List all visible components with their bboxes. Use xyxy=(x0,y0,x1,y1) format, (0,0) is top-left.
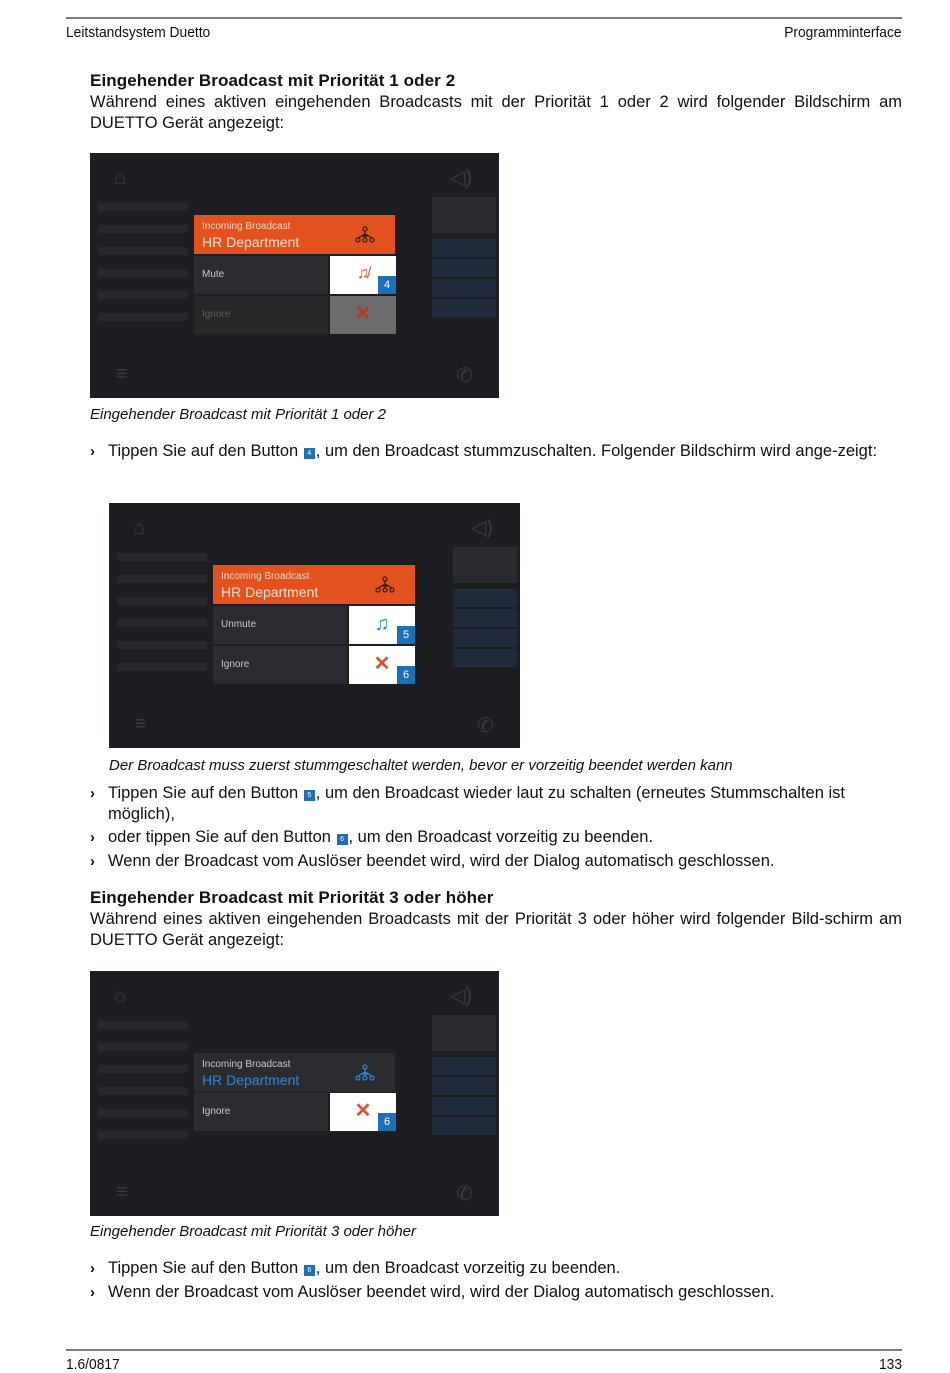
chevron-icon: › xyxy=(90,785,95,802)
section2-intro: Während eines aktiven eingehenden Broadcasts mit der Priorität 3 oder höher wird folgender Bild-schirm am DUETTO Gerät angezeigt: xyxy=(90,910,902,949)
dialog-title: HR Department xyxy=(202,1072,300,1088)
footer-rule xyxy=(66,1349,902,1351)
ignore-label: Ignore xyxy=(221,659,250,670)
menu-icon: ≡ xyxy=(116,1181,128,1203)
speaker-icon: ◁) xyxy=(450,167,473,189)
badge-6: 6 xyxy=(304,1265,315,1276)
ignore-button-disabled xyxy=(330,296,396,334)
dialog-subtitle: Incoming Broadcast xyxy=(202,221,291,232)
button-number: 5 xyxy=(397,626,415,644)
button-number: 6 xyxy=(397,666,415,684)
speaker-icon: ◁) xyxy=(471,517,494,539)
device-screenshot-1 xyxy=(90,153,499,398)
network-icon xyxy=(355,225,375,245)
dialog-subtitle: Incoming Broadcast xyxy=(202,1059,291,1070)
footer-left: 1.6/0817 xyxy=(66,1356,120,1373)
button-number: 6 xyxy=(378,1113,396,1131)
network-icon xyxy=(375,575,395,595)
unmute-row xyxy=(213,606,347,644)
mute-label: Mute xyxy=(202,269,225,280)
caption-3: Eingehender Broadcast mit Priorität 3 oder höher xyxy=(90,1223,417,1240)
broadcast-dialog-header xyxy=(194,1053,395,1092)
music-note-icon: ♫ xyxy=(374,613,390,635)
chevron-icon: › xyxy=(90,443,95,460)
unmute-label: Unmute xyxy=(221,619,257,630)
ignore-row xyxy=(194,1093,328,1131)
ignore-row xyxy=(213,646,347,684)
badge-4: 4 xyxy=(304,448,315,459)
close-icon: ✕ xyxy=(354,1100,372,1122)
speaker-mute-icon: ♫̸ xyxy=(357,265,369,282)
unmute-button[interactable] xyxy=(349,606,415,644)
ignore-button[interactable] xyxy=(349,646,415,684)
home-icon: ⌂ xyxy=(114,985,127,1007)
caption-1: Eingehender Broadcast mit Priorität 1 oder 2 xyxy=(90,406,386,423)
dialog-title: HR Department xyxy=(221,584,319,600)
speaker-icon: ◁) xyxy=(450,985,473,1007)
header-rule xyxy=(66,17,902,19)
menu-icon: ≡ xyxy=(135,713,147,735)
ignore-label: Ignore xyxy=(202,1106,231,1117)
button-number: 4 xyxy=(378,276,396,294)
chevron-icon: › xyxy=(90,829,95,846)
caption-2: Der Broadcast muss zuerst stummgeschaltet werden, bevor er vorzeitig beendet werden kann xyxy=(109,757,733,774)
home-icon: ⌂ xyxy=(133,517,146,539)
menu-icon: ≡ xyxy=(116,363,128,385)
close-icon: ✕ xyxy=(373,653,391,675)
ignore-button[interactable] xyxy=(330,1093,396,1131)
close-icon: ✕ xyxy=(354,303,372,325)
mute-row xyxy=(194,256,328,294)
section1-heading: Eingehender Broadcast mit Priorität 1 oder 2 xyxy=(90,71,456,90)
device-screenshot-3 xyxy=(90,971,499,1216)
badge-5: 5 xyxy=(304,790,315,801)
footer-right: 133 xyxy=(878,1356,902,1373)
phone-icon: ✆ xyxy=(456,1183,473,1205)
chevron-icon: › xyxy=(90,1284,95,1301)
dialog-title: HR Department xyxy=(202,234,300,250)
section2-heading: Eingehender Broadcast mit Priorität 3 oder höher xyxy=(90,888,494,907)
badge-6: 6 xyxy=(337,834,348,845)
home-icon: ⌂ xyxy=(114,167,127,189)
broadcast-dialog-header xyxy=(194,215,395,254)
network-icon xyxy=(355,1063,375,1083)
phone-icon: ✆ xyxy=(477,715,494,737)
mute-button[interactable] xyxy=(330,256,396,294)
ignore-row xyxy=(194,296,328,334)
chevron-icon: › xyxy=(90,853,95,870)
section1-intro: Während eines aktiven eingehenden Broadcasts mit der Priorität 1 oder 2 wird folgender Bildschirm am DUETTO Gerät angezeigt: xyxy=(90,93,902,132)
device-screenshot-2 xyxy=(109,503,520,748)
dialog-subtitle: Incoming Broadcast xyxy=(221,571,310,582)
ignore-label: Ignore xyxy=(202,309,231,320)
phone-icon: ✆ xyxy=(456,365,473,387)
header-right: Programminterface xyxy=(784,24,902,41)
chevron-icon: › xyxy=(90,1260,95,1277)
header-left: Leitstandsystem Duetto xyxy=(66,24,211,41)
broadcast-dialog-header xyxy=(213,565,415,604)
